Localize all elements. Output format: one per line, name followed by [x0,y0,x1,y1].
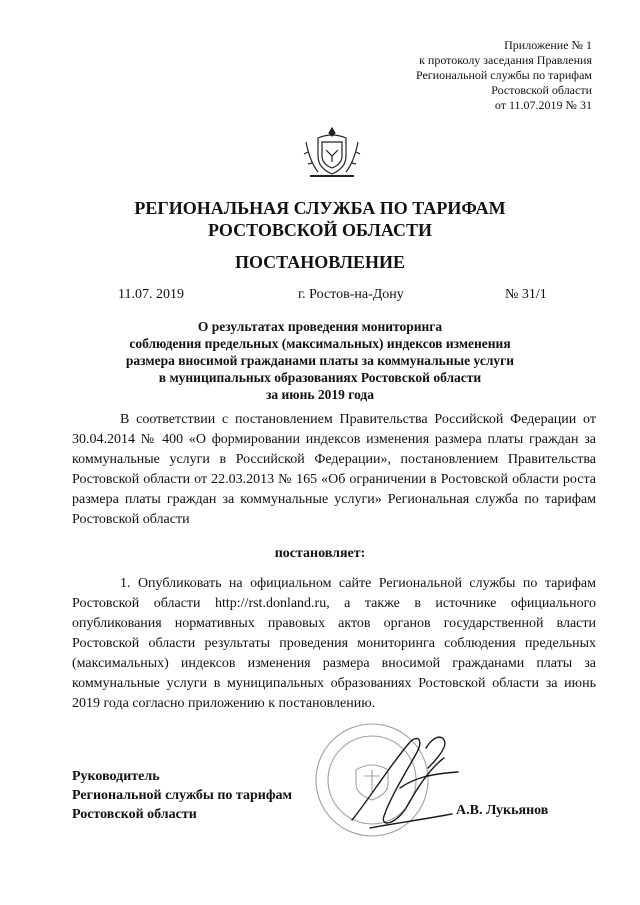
signatory-title-line: Руководитель [72,769,160,784]
subject-line: соблюдения предельных (максимальных) индексов изменения [129,336,511,351]
coat-of-arms-icon [300,124,364,182]
subject-line: О результатах проведения мониторинга [197,319,443,334]
appendix-line: от 11.07.2019 № 31 [494,98,592,112]
resolution-item-1: 1. Опубликовать на официальном сайте Региональной службы по тарифам Ростовской области http://rst.donland.ru, а также в источнике официального опубликования нормативных правовых актов органов государственной власти Ростовской области результаты проведения мониторинга соблюдения предельных (максимальных) индексов изменения размера вносимой гражданами платы за коммунальные услуги в муниципальных образованиях Ростовской области за июнь 2019 года согласно приложению к постановлению. [72,576,596,711]
preamble-paragraph: В соответствии с постановлением Правительства Российской Федерации от 30.04.2014 № 400 «О формировании индексов изменения размера платы граждан за коммунальные услуги в Российской Федерации», постановлением Правительства Ростовской области от 22.03.2013 № 165 «Об ограничении в Ростовской области роста размера платы граждан за коммунальные услуги» Региональная служба по тарифам Ростовской области [72,412,596,527]
subject-line: в муниципальных образованиях Ростовской области [158,370,482,385]
signatory-title [72,767,292,824]
document-city: г. Ростов-на-Дону [298,287,404,302]
document-number: № 31/1 [505,287,547,302]
org-name-line: РЕГИОНАЛЬНАЯ СЛУЖБА ПО ТАРИФАМ [134,198,506,218]
org-name-line: РОСТОВСКОЙ ОБЛАСТИ [208,220,432,240]
signatory-title-line: Ростовской области [72,807,197,822]
resolves-heading: постановляет: [274,546,366,561]
appendix-line: Ростовской области [491,83,592,97]
document-type: ПОСТАНОВЛЕНИЕ [234,252,406,272]
subject-line: размера вносимой гражданами платы за коммунальные услуги [125,353,515,368]
signatory-title-line: Региональной службы по тарифам [72,788,293,803]
appendix-line: Региональной службы по тарифам [415,68,592,82]
document-date: 11.07. 2019 [118,287,184,302]
handwritten-signature [340,728,470,840]
appendix-note [292,38,592,113]
document-subject [90,318,550,403]
signatory-name: А.В. Лукьянов [456,803,549,818]
organization-title [60,197,580,241]
appendix-line: к протоколу заседания Правления [419,53,592,67]
appendix-line: Приложение № 1 [504,38,592,52]
subject-line: за июнь 2019 года [265,387,375,402]
